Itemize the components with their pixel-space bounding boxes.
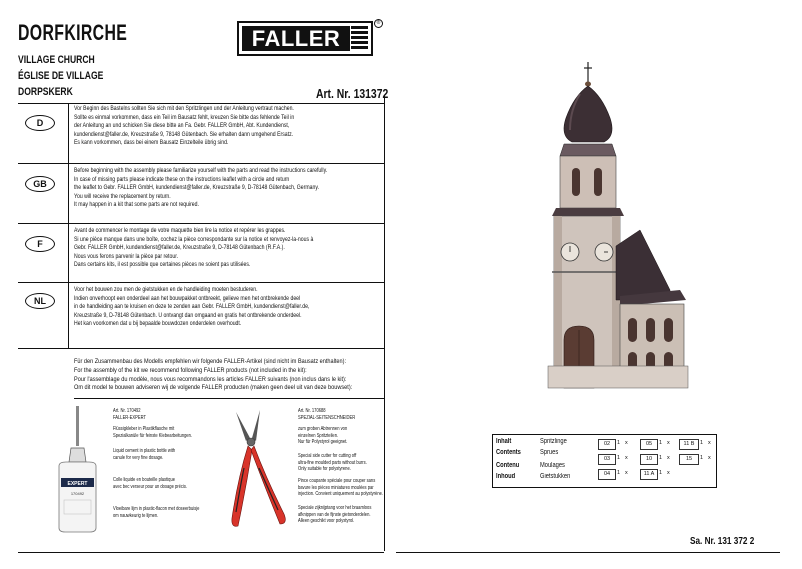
glue-bottle-cap	[69, 448, 86, 462]
belfry-window	[572, 168, 580, 196]
text-line: Indien onverhoopt een onderdeel aan het bouwpakket ontbreekt, gelieve men het ontbrekende deel	[74, 294, 301, 302]
text-line: Pour l'assemblage du modèle, nous vous recommandons les articles FALLER suivants (non inclus dans le kit):	[74, 375, 347, 383]
sprue-times: x	[667, 455, 670, 461]
faller-logo-text: FALLER	[242, 26, 350, 51]
text-line: Voor het bouwen zou men de gietstukken en de handleiding moeten bestuderen.	[74, 286, 258, 293]
text-line: Vloeibare lijm in plastic-flacon met doseerbuisje	[113, 506, 200, 512]
text-line: einzelnen Spritzteilen.	[298, 432, 339, 439]
section-rule	[18, 163, 384, 164]
product-1-name: FALLER-EXPERT	[113, 414, 146, 421]
text-line: zum groben Abtrennen von	[298, 426, 348, 432]
text-line: You will receive the replacement by return.	[74, 192, 171, 200]
glue-bottle-nozzle	[76, 406, 79, 446]
glue-bottle-image	[44, 404, 114, 534]
product-2-text-gb	[298, 453, 367, 473]
text-line: For the assembly of the kit we recommend following FALLER products (not included in the kit):	[74, 366, 307, 374]
text-line: Es kann vorkommen, dass bei einem Bausatz Einzelteile übrig sind.	[74, 139, 229, 147]
text-line: avec bec verseur pour un dosage précis.	[113, 483, 188, 490]
contents-value-de: Spritzlinge	[540, 438, 567, 445]
cutter-handle-grip	[259, 468, 278, 510]
instructions-de	[74, 105, 313, 148]
recommendation-text	[74, 358, 352, 393]
contents-value-fr: Moulages	[540, 462, 565, 469]
text-line: It may happen in a kit that some parts are not required.	[74, 201, 199, 209]
product-2-header	[298, 408, 355, 421]
product-1-header	[113, 408, 146, 421]
belfry	[560, 156, 616, 208]
text-line: Speciale zijknijptang voor het braamloos	[298, 505, 372, 511]
name-dutch: DORPSKERK	[18, 86, 73, 98]
text-line: Für den Zusammenbau des Modells empfehlen wir folgende FALLER-Artikel (sind nicht im Bausatz enthalten):	[74, 358, 346, 365]
product-1-text-de	[113, 426, 192, 439]
cutter-jaw-left	[236, 412, 250, 441]
text-line: Liquid cement in plastic bottle with	[113, 448, 176, 454]
lang-badge-fr: F	[25, 236, 55, 252]
contents-label-gb: Contents	[496, 449, 521, 456]
text-line: Pince coupante spéciale pour couper sans	[298, 478, 376, 484]
text-line: Kreuzstraße 9, D-78148 Gütenbach. U ontvangt dan omgaand en gratis het ontbrekende onderdeel.	[74, 311, 302, 319]
text-line: Avant de commencer le montage de votre maquette bien lire la notice et repérer les grappes.	[74, 227, 286, 234]
nave-window	[646, 318, 655, 342]
faller-logo	[237, 21, 373, 56]
registered-mark: ®	[374, 19, 383, 28]
cutter-handle-right	[251, 446, 285, 524]
text-line: afknippen van de fijnste gietonderdelen.	[298, 511, 371, 518]
right-bottom-rule	[396, 552, 780, 553]
sprue-times: x	[667, 470, 670, 476]
product-2-text-de	[298, 426, 347, 446]
product-2-text-nl	[298, 505, 371, 525]
contents-box	[492, 434, 717, 488]
sprue-box: 04	[598, 469, 616, 480]
product-1-text-fr	[113, 477, 187, 490]
lang-badge-nl: NL	[25, 293, 55, 309]
section-rule	[18, 282, 384, 283]
sprue-qty: 1	[617, 440, 621, 446]
church-plinth	[548, 366, 688, 388]
text-line: canule for very fine dosage.	[113, 454, 164, 461]
text-line: injection. Convient uniquement au polystyrène.	[298, 491, 384, 498]
product-2-art-number: Art. Nr. 170688	[298, 408, 326, 414]
side-cutter-image	[226, 408, 294, 536]
sprue-box: 05	[640, 439, 658, 450]
instructions-gb	[74, 167, 328, 210]
faller-logo-stripes	[351, 26, 368, 51]
lang-badge-de: D	[25, 115, 55, 131]
nave-roof	[616, 230, 670, 300]
sprue-times: x	[625, 455, 628, 461]
glue-bottle-number: 170492	[70, 491, 85, 496]
name-english: VILLAGE CHURCH	[18, 54, 95, 66]
text-line: Colle liquide en bouteille plastique	[113, 477, 175, 483]
sprue-times: x	[667, 440, 670, 446]
sprue-times: x	[708, 455, 711, 461]
text-line: der Anleitung an und schicken Sie diese bitte an Fa. Gebr. FALLER GmbH, Abt. Kundendienst,	[74, 122, 290, 130]
sprue-box: 03	[598, 454, 616, 465]
cutter-jaw-right	[252, 410, 260, 441]
text-line: Om dit model te bouwen adviseren wij de volgende FALLER producten (maken geen deel uit van deze bouwset):	[74, 384, 353, 392]
contents-value-nl: Gietstukken	[540, 473, 571, 480]
cutter-handle-left	[232, 446, 252, 526]
text-line: Before beginning with the assembly please familiarize yourself with the parts and read the instructions carefully.	[74, 167, 328, 174]
text-line: in de handleiding aan te kruisen en deze te zenden aan Gebr. FALLER GmbH, kundendienst@faller.de,	[74, 303, 310, 311]
page-bottom-rule	[18, 552, 384, 553]
sprue-qty: 1	[659, 440, 663, 446]
sprue-qty: 1	[700, 440, 704, 446]
belfry-ledge	[552, 208, 624, 216]
sprue-times: x	[625, 470, 628, 476]
product-1-text-gb	[113, 448, 175, 461]
contents-value-gb: Sprues	[540, 449, 559, 456]
text-line: In case of missing parts please indicate these on the instructions leaflet with a circle and return	[74, 175, 290, 183]
contents-label-fr: Contenu	[496, 462, 520, 469]
sa-number: Sa. Nr. 131 372 2	[690, 536, 755, 547]
text-line: Flüssigkleber in Plastikflasche mit	[113, 426, 175, 432]
sprue-box: 02	[598, 439, 616, 450]
text-line: the leaflet to Gebr. FALLER GmbH, kundendienst@faller.de, Kreuzstraße 9, D-78148 Gütenbach, Germany.	[74, 184, 319, 192]
glue-bottle-body	[59, 462, 96, 532]
sprue-qty: 1	[617, 470, 621, 476]
text-line: Dans certains kits, il est possible que certaines pièces ne soient pas utilisées.	[74, 261, 251, 269]
text-line: Special side cutter for cutting off	[298, 453, 357, 459]
instructions-bottom-rule	[18, 348, 384, 349]
text-line: bavure les pièces miniatures moulées par	[298, 484, 374, 491]
name-french: ÉGLISE DE VILLAGE	[18, 70, 104, 82]
text-line: om nauwkeurig te lijmen.	[113, 512, 159, 519]
cutter-pivot	[247, 438, 255, 446]
tower-corner	[554, 216, 562, 368]
text-line: Nur für Polystyrol geeignet.	[298, 439, 348, 446]
text-line: Het kan voorkomen dat u bij bepaalde bouwdozen onderdelen overhoudt.	[74, 320, 242, 328]
section-rule	[18, 223, 384, 224]
sprue-box: 15	[679, 454, 699, 465]
text-line: Nous vous ferons parvenir la pièce par retour.	[74, 252, 179, 260]
nave-window	[664, 318, 673, 342]
sprue-box: 11 B	[679, 439, 699, 450]
page-title: DORFKIRCHE	[18, 20, 128, 45]
text-line: kundendienst@faller.de, Kreuzstraße 9, 78148 Gütenbach. Sie erhalten dann umgehend Ersatz.	[74, 130, 294, 138]
sprue-times: x	[708, 440, 711, 446]
sprue-box: 10	[640, 454, 658, 465]
instructions-nl	[74, 286, 313, 329]
text-line: Only suitable for polystyrene.	[298, 466, 351, 473]
dome-base	[560, 144, 616, 156]
product-1-text-nl	[113, 506, 199, 519]
product-2-text-fr	[298, 478, 383, 498]
instructions-fr	[74, 227, 313, 270]
sprue-qty: 1	[659, 470, 663, 476]
church-illustration	[520, 60, 690, 390]
text-line: Sollte es einmal vorkommen, dass ein Teil im Bausatz fehlt, kreuzen Sie bitte das fehlende Teil in	[74, 113, 295, 121]
text-line: ultra-fine moulded parts without burrs.	[298, 459, 367, 466]
header-rule	[18, 103, 384, 104]
contents-label-de: Inhalt	[496, 438, 512, 445]
language-column-rule	[68, 103, 69, 348]
products-rule	[74, 398, 384, 399]
article-number: Art. Nr. 131372	[316, 86, 389, 101]
sprue-times: x	[625, 440, 628, 446]
glue-bottle-label: EXPERT	[67, 481, 88, 487]
sprue-qty: 1	[617, 455, 621, 461]
text-line: Vor Beginn des Bastelns sollten Sie sich mit den Spritzlingen und der Anleitung vertraut machen.	[74, 105, 294, 112]
product-1-art-number: Art. Nr. 170492	[113, 408, 141, 414]
text-line: Si une pièce manque dans une boîte, cochez la pièce correspondante sur la notice et renvoyez-la-nous à	[74, 235, 314, 243]
text-line: Spezialkanüle für feinste Klebearbeitungen.	[113, 432, 193, 439]
product-2-name: SPEZIAL-SEITENSCHNEIDER	[298, 414, 356, 421]
sprue-qty: 1	[659, 455, 663, 461]
sprue-qty: 1	[700, 455, 704, 461]
page-divider-rule	[384, 95, 385, 551]
sprue-box: 11 A	[640, 469, 658, 480]
text-line: Alleen geschikt voor polystyrol.	[298, 518, 355, 525]
nave-window	[628, 318, 637, 342]
lang-badge-gb: GB	[25, 176, 55, 192]
belfry-window	[594, 168, 602, 196]
contents-label-nl: Inhoud	[496, 473, 516, 480]
text-line: Gebr. FALLER GmbH, kundendienst@faller.de, Kreuzstraße 9, D-78148 Gütenbach (R.F.A.).	[74, 244, 285, 252]
